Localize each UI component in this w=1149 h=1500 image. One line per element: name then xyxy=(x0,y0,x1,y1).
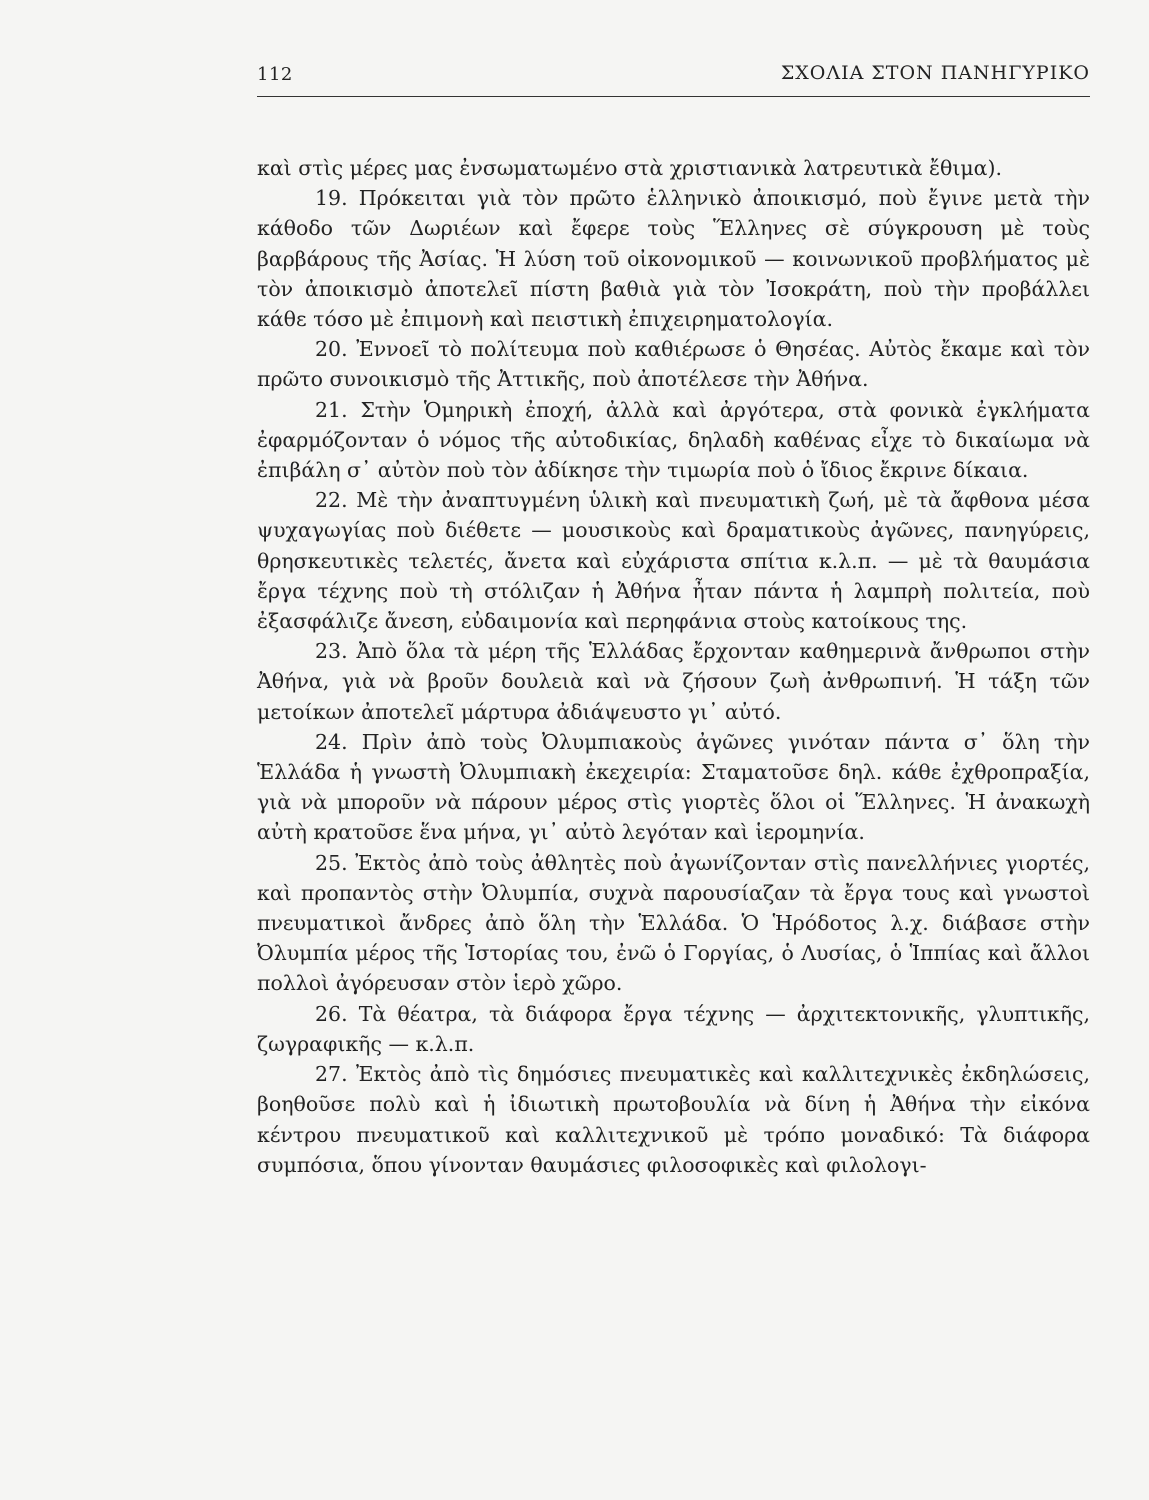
note-text: Μὲ τὴν ἀναπτυγμένη ὑλικὴ καὶ πνευματικὴ ζωή, μὲ τὰ ἄφθονα μέσα ψυχαγωγίας ποὺ διέθετε — μουσικοὺς καὶ δραματικοὺς ἀγῶνες, πανηγύρεις, θρησκευτικὲς τελετές, ἄνετα καὶ εὐχάριστα σπίτια κ.λ.π. — μὲ τὰ θαυμάσια ἔργα τέχνης ποὺ τὴ στόλιζαν ἡ Ἀθήνα ἦταν πάντα ἡ λαμπρὴ πολιτεία, ποὺ ἐξασφάλιζε ἄνεση, εὐδαιμονία καὶ περηφάνια στοὺς κατοίκους της. xyxy=(257,488,1090,634)
note-number: 23. xyxy=(315,639,348,664)
note-number: 27. xyxy=(315,1062,348,1087)
note-number: 26. xyxy=(315,1001,348,1026)
note-number: 19. xyxy=(315,186,348,211)
note-text: Στὴν Ὁμηρικὴ ἐποχή, ἀλλὰ καὶ ἀργότερα, στὰ φονικὰ ἐγκλήματα ἐφαρμόζονταν ὁ νόμος τῆς αὐτοδικίας, δηλαδὴ καθένας εἶχε τὸ δικαίωμα νὰ ἐπιβάλη σ᾽ αὐτὸν ποὺ τὸν ἀδίκησε τὴν τιμωρία ποὺ ὁ ἴδιος ἔκρινε δίκαια. xyxy=(257,397,1090,483)
header-rule xyxy=(257,96,1090,97)
note-22 xyxy=(257,485,1090,636)
note-text: Πρὶν ἀπὸ τοὺς Ὀλυμπιακοὺς ἀγῶνες γινόταν πάντα σ᾽ ὅλη τὴν Ἑλλάδα ἡ γνωστὴ Ὀλυμπιακὴ ἐκεχειρία: Σταματοῦσε δηλ. κάθε ἐχθροπραξία, γιὰ νὰ μποροῦν νὰ πάρουν μέρος στὶς γιορτὲς ὅλοι οἱ Ἕλληνες. Ἡ ἀνακωχὴ αὐτὴ κρατοῦσε ἕνα μήνα, γι᾽ αὐτὸ λεγόταν καὶ ἱερομηνία. xyxy=(257,729,1090,845)
note-23 xyxy=(257,636,1090,727)
note-text: Ἐννοεῖ τὸ πολίτευμα ποὺ καθιέρωσε ὁ Θησέας. Αὐτὸς ἔκαμε καὶ τὸν πρῶτο συνοικισμὸ τῆς Ἀττικῆς, ποὺ ἀποτέλεσε τὴν Ἀθήνα. xyxy=(257,337,1090,392)
body-text xyxy=(257,153,1090,1180)
note-27 xyxy=(257,1059,1090,1180)
note-25 xyxy=(257,848,1090,999)
note-20 xyxy=(257,334,1090,394)
note-19 xyxy=(257,183,1090,334)
running-title: ΣΧΟΛΙΑ ΣΤΟΝ ΠΑΝΗΓΥΡΙΚΟ xyxy=(780,62,1090,84)
note-number: 25. xyxy=(315,850,348,875)
book-page xyxy=(257,58,1090,1180)
page-number: 112 xyxy=(257,64,293,85)
note-text: Ἐκτὸς ἀπὸ τοὺς ἀθλητὲς ποὺ ἀγωνίζονταν στὶς πανελλήνιες γιορτές, καὶ προπαντὸς στὴν Ὀλυμπία, συχνὰ παρουσίαζαν τὰ ἔργα τους καὶ γνωστοὶ πνευματικοὶ ἄνδρες ἀπὸ ὅλη τὴν Ἑλλάδα. Ὁ Ἡρόδοτος λ.χ. διάβασε στὴν Ὀλυμπία μέρος τῆς Ἱστορίας του, ἐνῶ ὁ Γοργίας, ὁ Λυσίας, ὁ Ἱππίας καὶ ἄλλοι πολλοὶ ἀγόρευσαν στὸν ἱερὸ χῶρο. xyxy=(257,850,1090,996)
note-21 xyxy=(257,395,1090,486)
note-text: Ἀπὸ ὅλα τὰ μέρη τῆς Ἑλλάδας ἔρχονταν καθημερινὰ ἄνθρωποι στὴν Ἀθήνα, γιὰ νὰ βροῦν δουλειὰ καὶ νὰ ζήσουν ζωὴ ἀνθρωπινή. Ἡ τάξη τῶν μετοίκων ἀποτελεῖ μάρτυρα ἀδιάψευστο γι᾽ αὐτό. xyxy=(257,639,1090,724)
running-head xyxy=(257,58,1090,98)
note-number: 21. xyxy=(315,397,348,422)
note-number: 20. xyxy=(315,337,348,362)
note-number: 24. xyxy=(315,729,348,754)
continuation-paragraph: καὶ στὶς μέρες μας ἐνσωματωμένο στὰ χριστιανικὰ λατρευτικὰ ἔθιμα). xyxy=(257,156,1003,180)
note-text: Πρόκειται γιὰ τὸν πρῶτο ἑλληνικὸ ἀποικισμό, ποὺ ἔγινε μετὰ τὴν κάθοδο τῶν Δωριέων καὶ ἔφερε τοὺς Ἕλληνες σὲ σύγκρουση μὲ τοὺς βαρβάρους τῆς Ἀσίας. Ἡ λύση τοῦ οἰκονομικοῦ — κοινωνικοῦ προβλήματος μὲ τὸν ἀποικισμὸ ἀποτελεῖ πίστη βαθιὰ γιὰ τὸν Ἰσοκράτη, ποὺ τὴν προβάλλει κάθε τόσο μὲ ἐπιμονὴ καὶ πειστικὴ ἐπιχειρηματολογία. xyxy=(257,186,1090,332)
note-24 xyxy=(257,727,1090,848)
note-number: 22. xyxy=(315,488,348,513)
note-text: Ἐκτὸς ἀπὸ τὶς δημόσιες πνευματικὲς καὶ καλλιτεχνικὲς ἐκδηλώσεις, βοηθοῦσε πολὺ καὶ ἡ ἰδιωτικὴ πρωτοβουλία νὰ δίνη ἡ Ἀθήνα τὴν εἰκόνα κέντρου πνευματικοῦ καὶ καλλιτεχνικοῦ μὲ τρόπο μοναδικό: Τὰ διάφορα συμπόσια, ὅπου γίνονταν θαυμάσιες φιλοσοφικὲς καὶ φιλολογι- xyxy=(257,1062,1090,1177)
note-text: Τὰ θέατρα, τὰ διάφορα ἔργα τέχνης — ἀρχιτεκτονικῆς, γλυπτικῆς, ζωγραφικῆς — κ.λ.π. xyxy=(257,1001,1090,1056)
note-26 xyxy=(257,999,1090,1059)
